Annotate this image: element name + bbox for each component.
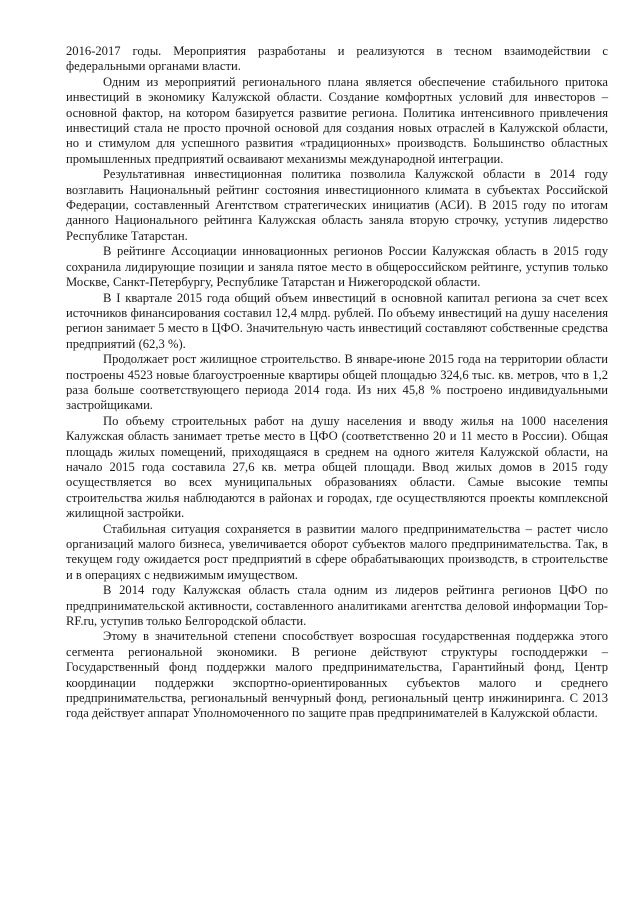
paragraph-small-business: Стабильная ситуация сохраняется в развитии малого предпринимательства – растет число организаций малого бизнеса, увеличивается оборот субъектов малого предпринимательства. Так, в текущем году ожидается рост предприятий в сфере обрабатывающих производств, в строительстве и в операциях с недвижимым имуществом. <box>66 521 608 582</box>
paragraph-continuation: 2016-2017 годы. Мероприятия разработаны и реализуются в тесном взаимодействии с федеральными органами власти. <box>66 44 608 74</box>
paragraph-innovation-rating: В рейтинге Ассоциации инновационных регионов России Калужская область в 2015 году сохранила лидирующие позиции и заняла пятое место в общероссийском рейтинге, уступив только Москве, Санкт-Петербургу, Республике Татарстан и Нижегородской области. <box>66 244 608 290</box>
paragraph-national-rating: Результативная инвестиционная политика позволила Калужской области в 2014 году возглавить Национальный рейтинг состояния инвестиционного климата в субъектах Российской Федерации, составленный Агентством стратегических инициатив (АСИ). В 2015 году по итогам данного Национального рейтинга Калужская область заняла вторую строчку, уступив лидерство Республике Татарстан. <box>66 167 608 243</box>
paragraph-housing-per-capita: По объему строительных работ на душу населения и вводу жилья на 1000 населения Калужская область занимает третье место в ЦФО (соответственно 20 и 11 место в России). Общая площадь жилых помещений, приходящаяся в среднем на одного жителя Калужской области, на начало 2015 года составила 27,6 кв. метра общей площади. Ввод жилых домов в 2015 году осуществляется во всех муниципальных образованиях области. Самые высокие темпы строительства жилья наблюдаются в районах и городах, где осуществляются проекты комплексной жилищной застройки. <box>66 413 608 521</box>
paragraph-state-support: Этому в значительной степени способствует возросшая государственная поддержка этого сегмента региональной экономики. В регионе действуют структуры господдержки – Государственный фонд поддержки малого предпринимательства, Гарантийный фонд, Центр координации поддержки экспортно-ориентированных субъектов малого и среднего предпринимательства, региональный венчурный фонд, региональный центр инжиниринга. С 2013 года действует аппарат Уполномоченного по защите прав предпринимателей в Калужской области. <box>66 629 608 721</box>
paragraph-investment-inflow: Одним из мероприятий регионального плана является обеспечение стабильного притока инвестиций в экономику Калужской области. Создание комфортных условий для инвесторов – основной фактор, на котором базируется развитие региона. Политика интенсивного привлечения инвестиций стала не просто прочной основой для создания новых отраслей в Калужской области, но и стимулом для успешного развития «традиционных» производств. Большинство областных промышленных предприятий осваивают механизмы международной интеграции. <box>66 74 608 166</box>
paragraph-q1-investment: В I квартале 2015 года общий объем инвестиций в основной капитал региона за счет всех источников финансирования составил 12,4 млрд. рублей. По объему инвестиций на душу населения регион занимает 5 место в ЦФО. Значительную часть инвестиций составляют собственные средства предприятий (62,3 %). <box>66 290 608 351</box>
paragraph-business-activity-rating: В 2014 году Калужская область стала одним из лидеров рейтинга регионов ЦФО по предпринимательской активности, составленного аналитиками агентства деловой информации Top-RF.ru, уступив только Белгородской области. <box>66 583 608 629</box>
paragraph-housing-construction: Продолжает рост жилищное строительство. В январе-июне 2015 года на территории области построены 4523 новые благоустроенные квартиры общей площадью 324,6 тыс. кв. метров, что в 1,2 раза больше соответствующего периода 2014 года. Из них 45,8 % построено индивидуальными застройщиками. <box>66 352 608 413</box>
document-page <box>66 44 608 722</box>
